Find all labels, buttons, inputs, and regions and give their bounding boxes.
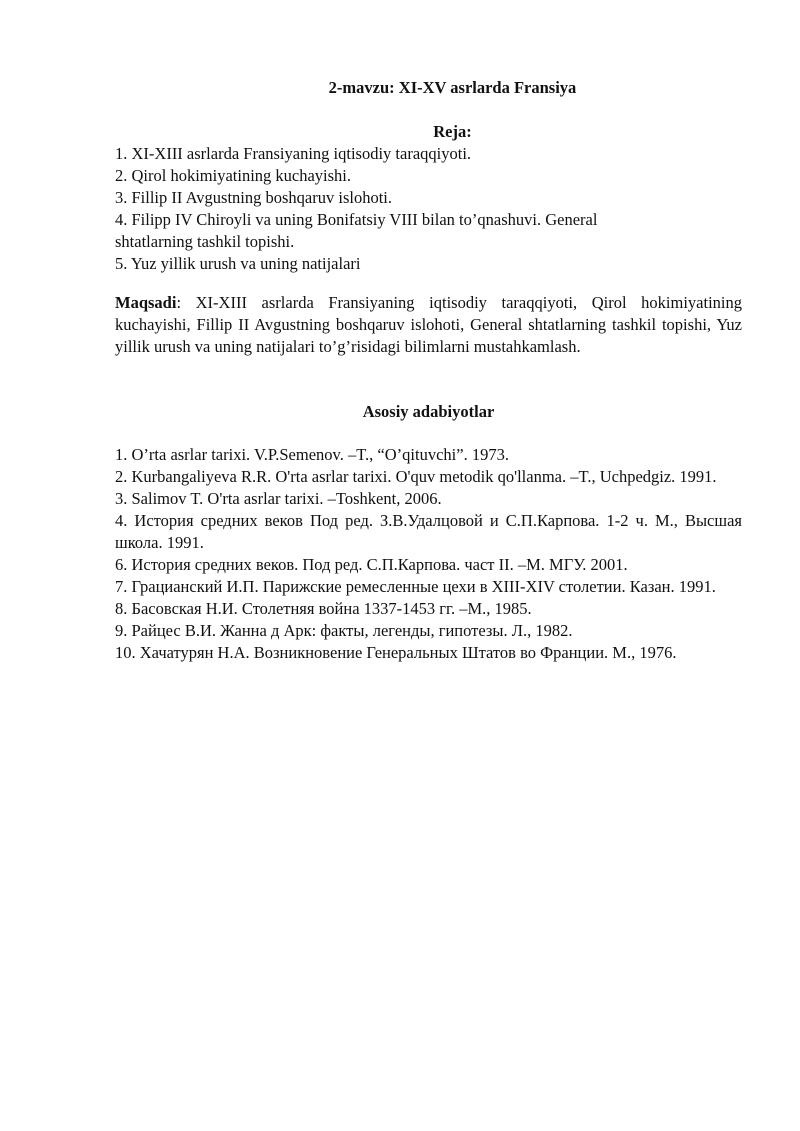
literature-list	[115, 444, 742, 664]
plan-list	[115, 143, 675, 275]
literature-item: 4. История средних веков Под ред. З.В.Удалцовой и С.П.Карпова. 1-2 ч. М., Высшая школа. 1991.	[115, 511, 742, 552]
literature-heading: Asosiy adabiyotlar	[362, 402, 495, 421]
literature-item: 7. Грацианский И.П. Парижские ремесленные цехи в XIII-XIV столетии. Казан. 1991.	[115, 577, 716, 596]
goal-text: : XI-XIII asrlarda Fransiyaning iqtisodiy taraqqiyoti, Qirol hokimiyatining kuchayishi, Fillip II Avgustning boshqaruv islohoti, General shtatlarning tashkil topishi, Yuz yillik urush va uning natijalari to’g’risidagi bilimlarni mustahkamlash.	[115, 293, 742, 356]
plan-item: 1. XI-XIII asrlarda Fransiyaning iqtisodiy taraqqiyoti.	[115, 144, 472, 163]
plan-item: 5. Yuz yillik urush va uning natijalari	[115, 254, 361, 273]
page-title: 2-mavzu: XI-XV asrlarda Fransiya	[328, 78, 577, 97]
plan-heading: Reja:	[433, 122, 472, 141]
literature-item: 9. Райцес В.И. Жанна д Арк: факты, легенды, гипотезы. Л., 1982.	[115, 621, 573, 640]
plan-item: 2. Qirol hokimiyatining kuchayishi.	[115, 166, 352, 185]
literature-item: 3. Salimov T. O'rta asrlar tarixi. –Toshkent, 2006.	[115, 489, 442, 508]
literature-item: 8. Басовская Н.И. Столетняя война 1337-1453 гг. –М., 1985.	[115, 599, 532, 618]
literature-item: 6. История средних веков. Под ред. С.П.Карпова. част II. –М. МГУ. 2001.	[115, 555, 628, 574]
goal-label: Maqsadi	[115, 293, 177, 312]
literature-item: 1. O’rta asrlar tarixi. V.P.Semenov. –T., “O’qituvchi”. 1973.	[115, 445, 509, 464]
literature-item: 10. Хачатурян Н.А. Возникновение Генеральных Штатов во Франции. М., 1976.	[115, 643, 677, 662]
plan-item: 4. Filipp IV Chiroyli va uning Bonifatsiy VIII bilan to’qnashuvi. General shtatlarning tashkil topishi.	[115, 210, 598, 251]
plan-item: 3. Fillip II Avgustning boshqaruv islohoti.	[115, 188, 392, 207]
goal-paragraph	[115, 292, 742, 358]
literature-item: 2. Kurbangaliyeva R.R. O'rta asrlar tarixi. O'quv metodik qo'llanma. –T., Uchpedgiz. 1991.	[115, 467, 717, 486]
